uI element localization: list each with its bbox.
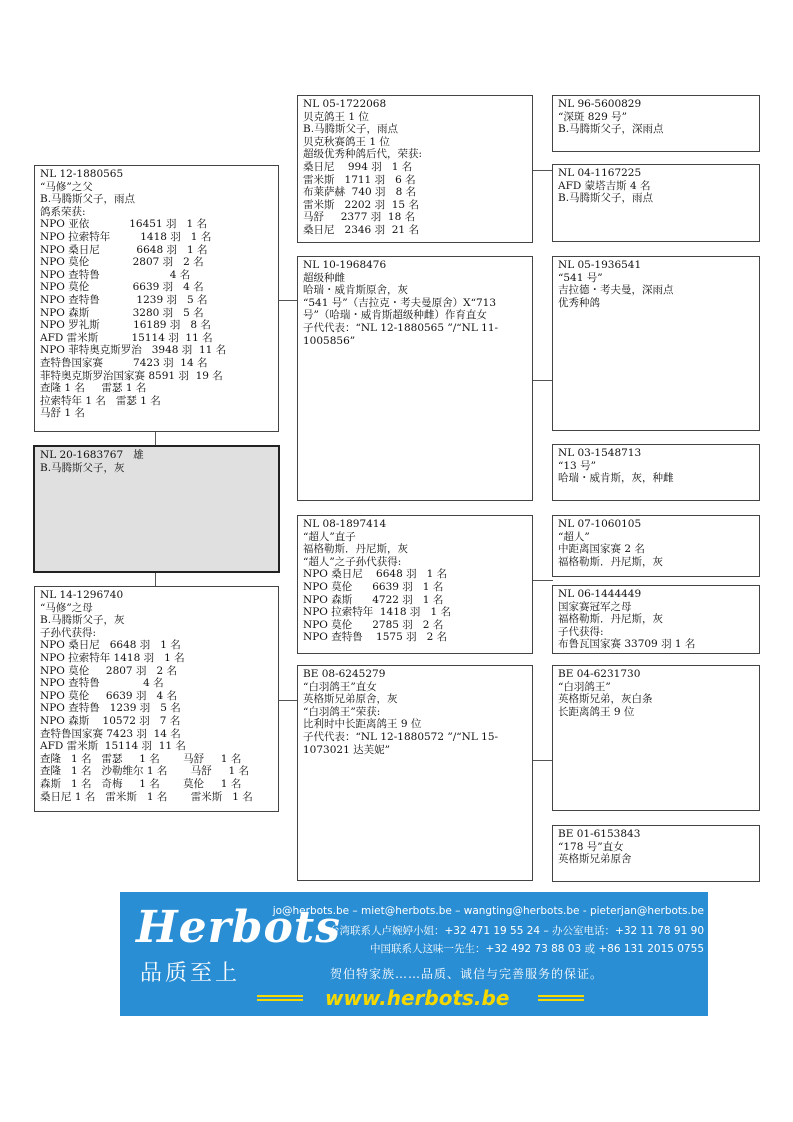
connector — [533, 580, 553, 581]
card-line: 长距离鸽王 9 位 — [558, 705, 635, 718]
card-line: “541 号” — [558, 271, 603, 284]
card-line: B.马腾斯父子，深雨点 — [558, 123, 664, 136]
card-line: 查特鲁国家赛 7423 羽 14 名 — [40, 727, 181, 740]
card-line: 英格斯兄弟，灰白条 — [558, 693, 653, 706]
card-line: 鸽系荣获: — [40, 205, 86, 218]
ring-number: NL 08-1897414 — [303, 518, 387, 530]
card-line: 布莱萨赫 740 羽 8 名 — [303, 186, 417, 199]
card-line: 雷米斯 2202 羽 15 名 — [303, 198, 419, 211]
card-line: 福格勒斯．丹尼斯，灰 — [558, 613, 663, 626]
achievement-line: 比利时中长距离鸽王 9 位 — [303, 718, 422, 731]
card-line: 贝克秋赛鸽王 1 位 — [303, 135, 390, 148]
card-line: “13 号” — [558, 459, 596, 472]
children-line: 子代代表：“NL 12-1880572 ”/“NL 15-1073021 达芙妮” — [303, 730, 499, 756]
subject-card[interactable] — [33, 445, 280, 573]
contact-emails: jo@herbots.be – miet@herbots.be – wangting@herbots.be - pieterjan@herbots.be — [272, 905, 704, 917]
sire-dam-card[interactable] — [297, 256, 533, 501]
card-line: NPO 菲特奥克斯罗治 3948 羽 11 名 — [40, 344, 227, 357]
ring-number: BE 04-6231730 — [558, 668, 641, 680]
ring-number: NL 05-1936541 — [558, 259, 642, 271]
contact-taiwan: 台湾联系人卢婉婷小姐：+32 471 19 55 24 – 办公室电话：+32 11 78 91 90 — [328, 925, 704, 937]
connector — [279, 700, 297, 701]
dds-card[interactable] — [552, 665, 760, 811]
tagline: 贺伯特家族……品质、诚信与完善服务的保证。 — [330, 967, 604, 981]
card-line: 福格勒斯．丹尼斯，灰 — [303, 543, 408, 556]
card-line: NPO 拉索特年 1418 羽 1 名 — [40, 230, 212, 243]
card-line: “超人”直子 — [303, 530, 356, 543]
sdd-card[interactable] — [552, 444, 760, 501]
ring-number: NL 14-1296740 — [40, 589, 124, 601]
ddd-card[interactable] — [552, 825, 760, 882]
card-line: 查隆 1 名 雷瑟 1 名 — [40, 382, 147, 395]
subject-ring: NL 20-1683767 雄 — [40, 449, 144, 461]
decoration-right — [538, 995, 584, 1001]
sire-card[interactable] — [34, 165, 279, 432]
card-line: NPO 桑日尼 6648 羽 1 名 — [40, 639, 181, 652]
card-line: “超人”之子孙代获得: — [303, 555, 402, 568]
card-line: NPO 查特鲁 1239 羽 5 名 — [40, 293, 208, 306]
card-line: NPO 亚依 16451 羽 1 名 — [40, 218, 208, 231]
card-line: B.马腾斯父子，灰 — [40, 614, 125, 627]
title-line: 超级种雌 — [303, 271, 345, 284]
card-line: 布鲁瓦国家赛 33709 羽 1 名 — [558, 638, 696, 651]
card-line: “178 号”直女 — [558, 840, 624, 853]
card-line: NPO 莫伦 2785 羽 2 名 — [303, 618, 444, 631]
dam-dam-card[interactable] — [297, 665, 533, 881]
ring-number: NL 12-1880565 — [40, 168, 124, 180]
card-line: AFD 蒙塔吉斯 4 名 — [558, 179, 651, 192]
dam-sire-card[interactable] — [297, 515, 533, 654]
card-line: 森斯 1 名 奇梅 1 名 莫伦 1 名 — [40, 777, 242, 790]
card-line: NPO 查特鲁 4 名 — [40, 677, 164, 690]
children-line: 子代代表：“NL 12-1880565 ”/“NL 11-1005856” — [303, 321, 499, 347]
card-line: NPO 森斯 4722 羽 1 名 — [303, 593, 444, 606]
pedigree-line: “541 号”（吉拉克・考夫曼原舍）X“713 号”（哈瑞・威肯斯超级种雌）作育直女 — [303, 296, 496, 322]
card-line: NPO 莫伦 6639 羽 4 名 — [40, 281, 204, 294]
ring-number: NL 05-1722068 — [303, 98, 387, 110]
card-line: 国家赛冠军之母 — [558, 600, 632, 613]
ring-number: NL 06-1444449 — [558, 588, 642, 600]
ring-number: NL 04-1167225 — [558, 167, 642, 179]
card-line: NPO 桑日尼 6648 羽 1 名 — [40, 243, 208, 256]
card-line: AFD 雷米斯 15114 羽 11 名 — [40, 740, 186, 753]
card-line: NPO 莫伦 6639 羽 4 名 — [40, 689, 177, 702]
ring-number: BE 08-6245279 — [303, 668, 386, 680]
ring-number: NL 07-1060105 — [558, 518, 642, 530]
card-line: NPO 森斯 10572 羽 7 名 — [40, 714, 181, 727]
card-line: 马舒 2377 羽 18 名 — [303, 211, 416, 224]
card-line: 哈瑞・威肯斯，灰，种雌 — [558, 472, 674, 485]
card-line: 拉索特年 1 名 雷瑟 1 名 — [40, 394, 161, 407]
card-line: 英格斯兄弟原舍 — [558, 853, 632, 866]
owner-line: 哈瑞・威肯斯原舍，灰 — [303, 284, 408, 297]
herbots-banner — [120, 892, 708, 1016]
card-line: B.马腾斯父子，雨点 — [303, 123, 399, 136]
card-line: 中距离国家赛 2 名 — [558, 543, 645, 556]
card-line: NPO 罗礼斯 16189 羽 8 名 — [40, 319, 211, 332]
ring-number: NL 10-1968476 — [303, 259, 387, 271]
sss-card[interactable] — [552, 95, 760, 152]
card-line: 查隆 1 名 沙勒维尔 1 名 马舒 1 名 — [40, 765, 249, 778]
card-line: “白羽鸽王” — [558, 680, 611, 693]
sds-card[interactable] — [552, 256, 760, 431]
slogan: 品质至上 — [140, 961, 241, 986]
connector — [155, 432, 156, 445]
ssd-card[interactable] — [552, 164, 760, 242]
card-line: 查特鲁国家赛 7423 羽 14 名 — [40, 356, 208, 369]
card-line: NPO 拉索特年 1418 羽 1 名 — [40, 651, 185, 664]
card-line: NPO 莫伦 2807 羽 2 名 — [40, 664, 177, 677]
card-line: “马修”之父 — [40, 180, 93, 193]
ring-number: NL 03-1548713 — [558, 447, 642, 459]
card-line: 查隆 1 名 雷瑟 1 名 马舒 1 名 — [40, 752, 242, 765]
card-line: 子代获得: — [558, 625, 604, 638]
card-line: 贝克鸽王 1 位 — [303, 110, 369, 123]
card-line: “马修”之母 — [40, 601, 93, 614]
card-line: 桑日尼 2346 羽 21 名 — [303, 223, 419, 236]
card-line: AFD 雷米斯 15114 羽 11 名 — [40, 331, 213, 344]
card-line: 超级优秀种鸽后代，荣获: — [303, 148, 423, 161]
card-line: 菲特奥克斯罗治国家赛 8591 羽 19 名 — [40, 369, 223, 382]
ring-number: NL 96-5600829 — [558, 98, 642, 110]
card-line: B.马腾斯父子，雨点 — [40, 193, 136, 206]
ring-number: BE 01-6153843 — [558, 828, 641, 840]
card-line: 吉拉德・考夫曼，深雨点 — [558, 284, 674, 297]
herbots-logo: Herbots — [136, 902, 341, 953]
card-line: 桑日尼 994 羽 1 名 — [303, 160, 413, 173]
card-line: 桑日尼 1 名 雷米斯 1 名 雷米斯 1 名 — [40, 790, 253, 803]
card-line: B.马腾斯父子，雨点 — [558, 192, 654, 205]
card-line: NPO 查特鲁 4 名 — [40, 268, 191, 281]
subject-owner: B.马腾斯父子，灰 — [40, 461, 125, 474]
title-line: “白羽鸽王”直女 — [303, 680, 377, 693]
card-line: 马舒 1 名 — [40, 407, 85, 420]
connector — [533, 380, 553, 381]
contact-china: 中国联系人这味一先生：+32 492 73 88 03 或 +86 131 2015 0755 — [370, 943, 704, 955]
card-line: “深斑 829 号” — [558, 110, 627, 123]
card-line: “超人” — [558, 530, 590, 543]
card-line: NPO 查特鲁 1239 羽 5 名 — [40, 702, 181, 715]
card-line: 优秀种鸽 — [558, 296, 600, 309]
card-line: 雷米斯 1711 羽 6 名 — [303, 173, 416, 186]
card-line: NPO 森斯 3280 羽 5 名 — [40, 306, 204, 319]
card-line: NPO 查特鲁 1575 羽 2 名 — [303, 631, 448, 644]
card-line: NPO 拉索特年 1418 羽 1 名 — [303, 606, 451, 619]
card-line: 子孙代获得: — [40, 626, 97, 639]
connector — [279, 300, 297, 301]
card-line: NPO 桑日尼 6648 羽 1 名 — [303, 568, 448, 581]
dss-card[interactable] — [552, 515, 760, 577]
dam-card[interactable] — [34, 586, 279, 812]
card-line: 福格勒斯．丹尼斯，灰 — [558, 555, 663, 568]
card-line: NPO 莫伦 2807 羽 2 名 — [40, 256, 204, 269]
card-line: NPO 莫伦 6639 羽 1 名 — [303, 580, 444, 593]
connector — [533, 170, 553, 171]
owner-line: 英格斯兄弟原舍，灰 — [303, 693, 398, 706]
achievement-header: “白羽鸽王”荣获: — [303, 705, 381, 718]
connector — [533, 760, 553, 761]
connector — [155, 573, 156, 586]
dsd-card[interactable] — [552, 585, 760, 654]
decoration-left — [257, 995, 303, 1001]
sire-sire-card[interactable] — [297, 95, 533, 243]
website-link[interactable]: www.herbots.be — [325, 986, 510, 1010]
